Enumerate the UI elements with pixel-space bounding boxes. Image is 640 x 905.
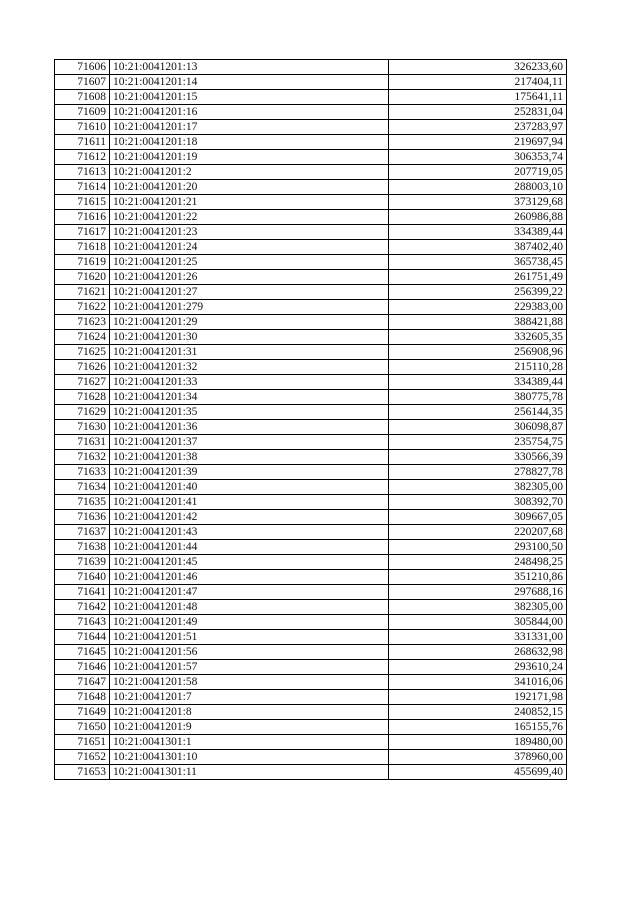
table-row [55, 765, 567, 780]
cadastral-number-cell: 10:21:0041201:20 [110, 180, 389, 195]
row-number-cell: 71643 [55, 615, 110, 630]
value-cell: 455699,40 [389, 765, 567, 780]
row-number-cell: 71632 [55, 450, 110, 465]
cadastral-number-cell: 10:21:0041201:47 [110, 585, 389, 600]
table-row [55, 315, 567, 330]
value-cell: 229383,00 [389, 300, 567, 315]
table-row [55, 555, 567, 570]
cadastral-number-cell: 10:21:0041201:7 [110, 690, 389, 705]
table-row [55, 195, 567, 210]
cadastral-number-cell: 10:21:0041201:37 [110, 435, 389, 450]
table-row [55, 675, 567, 690]
table-row [55, 90, 567, 105]
value-cell: 268632,98 [389, 645, 567, 660]
cadastral-number-cell: 10:21:0041201:17 [110, 120, 389, 135]
table-row [55, 690, 567, 705]
row-number-cell: 71610 [55, 120, 110, 135]
row-number-cell: 71617 [55, 225, 110, 240]
row-number-cell: 71645 [55, 645, 110, 660]
value-cell: 175641,11 [389, 90, 567, 105]
table-row [55, 420, 567, 435]
table-row [55, 105, 567, 120]
row-number-cell: 71612 [55, 150, 110, 165]
table-row [55, 165, 567, 180]
cadastral-number-cell: 10:21:0041301:11 [110, 765, 389, 780]
cadastral-number-cell: 10:21:0041301:10 [110, 750, 389, 765]
cadastral-number-cell: 10:21:0041201:35 [110, 405, 389, 420]
cadastral-number-cell: 10:21:0041201:39 [110, 465, 389, 480]
row-number-cell: 71647 [55, 675, 110, 690]
row-number-cell: 71619 [55, 255, 110, 270]
table-row [55, 750, 567, 765]
cadastral-number-cell: 10:21:0041201:26 [110, 270, 389, 285]
value-cell: 306098,87 [389, 420, 567, 435]
table-row [55, 150, 567, 165]
row-number-cell: 71634 [55, 480, 110, 495]
cadastral-number-cell: 10:21:0041201:14 [110, 75, 389, 90]
value-cell: 165155,76 [389, 720, 567, 735]
cadastral-number-cell: 10:21:0041201:24 [110, 240, 389, 255]
cadastral-number-cell: 10:21:0041201:51 [110, 630, 389, 645]
row-number-cell: 71639 [55, 555, 110, 570]
value-cell: 297688,16 [389, 585, 567, 600]
value-cell: 256144,35 [389, 405, 567, 420]
cadastral-number-cell: 10:21:0041201:25 [110, 255, 389, 270]
row-number-cell: 71620 [55, 270, 110, 285]
table-row [55, 255, 567, 270]
table-row [55, 510, 567, 525]
row-number-cell: 71640 [55, 570, 110, 585]
cadastral-number-cell: 10:21:0041301:1 [110, 735, 389, 750]
value-cell: 220207,68 [389, 525, 567, 540]
value-cell: 341016,06 [389, 675, 567, 690]
row-number-cell: 71606 [55, 60, 110, 75]
cadastral-number-cell: 10:21:0041201:32 [110, 360, 389, 375]
row-number-cell: 71622 [55, 300, 110, 315]
row-number-cell: 71633 [55, 465, 110, 480]
value-cell: 219697,94 [389, 135, 567, 150]
value-cell: 256908,96 [389, 345, 567, 360]
cadastral-number-cell: 10:21:0041201:8 [110, 705, 389, 720]
table-row [55, 615, 567, 630]
row-number-cell: 71641 [55, 585, 110, 600]
value-cell: 334389,44 [389, 375, 567, 390]
cadastral-number-cell: 10:21:0041201:2 [110, 165, 389, 180]
cadastral-number-cell: 10:21:0041201:27 [110, 285, 389, 300]
value-cell: 306353,74 [389, 150, 567, 165]
table-row [55, 435, 567, 450]
row-number-cell: 71638 [55, 540, 110, 555]
table-row [55, 585, 567, 600]
table-row [55, 180, 567, 195]
table-row [55, 75, 567, 90]
row-number-cell: 71653 [55, 765, 110, 780]
row-number-cell: 71648 [55, 690, 110, 705]
cadastral-value-table [54, 59, 567, 780]
table-row [55, 465, 567, 480]
table-row [55, 450, 567, 465]
row-number-cell: 71644 [55, 630, 110, 645]
value-cell: 330566,39 [389, 450, 567, 465]
row-number-cell: 71616 [55, 210, 110, 225]
row-number-cell: 71624 [55, 330, 110, 345]
table-row [55, 285, 567, 300]
value-cell: 382305,00 [389, 480, 567, 495]
row-number-cell: 71613 [55, 165, 110, 180]
row-number-cell: 71636 [55, 510, 110, 525]
cadastral-number-cell: 10:21:0041201:16 [110, 105, 389, 120]
value-cell: 248498,25 [389, 555, 567, 570]
value-cell: 332605,35 [389, 330, 567, 345]
value-cell: 252831,04 [389, 105, 567, 120]
row-number-cell: 71627 [55, 375, 110, 390]
table-row [55, 630, 567, 645]
table-row [55, 570, 567, 585]
table-row [55, 495, 567, 510]
value-cell: 305844,00 [389, 615, 567, 630]
cadastral-number-cell: 10:21:0041201:49 [110, 615, 389, 630]
row-number-cell: 71649 [55, 705, 110, 720]
value-cell: 351210,86 [389, 570, 567, 585]
cadastral-number-cell: 10:21:0041201:15 [110, 90, 389, 105]
row-number-cell: 71623 [55, 315, 110, 330]
table-row [55, 270, 567, 285]
row-number-cell: 71621 [55, 285, 110, 300]
row-number-cell: 71630 [55, 420, 110, 435]
cadastral-number-cell: 10:21:0041201:33 [110, 375, 389, 390]
cadastral-number-cell: 10:21:0041201:56 [110, 645, 389, 660]
cadastral-number-cell: 10:21:0041201:21 [110, 195, 389, 210]
cadastral-number-cell: 10:21:0041201:57 [110, 660, 389, 675]
value-cell: 331331,00 [389, 630, 567, 645]
row-number-cell: 71642 [55, 600, 110, 615]
cadastral-number-cell: 10:21:0041201:23 [110, 225, 389, 240]
table-row [55, 405, 567, 420]
row-number-cell: 71609 [55, 105, 110, 120]
table-row [55, 240, 567, 255]
table-row [55, 540, 567, 555]
row-number-cell: 71635 [55, 495, 110, 510]
value-cell: 215110,28 [389, 360, 567, 375]
cadastral-number-cell: 10:21:0041201:46 [110, 570, 389, 585]
row-number-cell: 71607 [55, 75, 110, 90]
table-row [55, 600, 567, 615]
table-row [55, 735, 567, 750]
value-cell: 235754,75 [389, 435, 567, 450]
value-cell: 373129,68 [389, 195, 567, 210]
cadastral-number-cell: 10:21:0041201:58 [110, 675, 389, 690]
table-row [55, 360, 567, 375]
value-cell: 192171,98 [389, 690, 567, 705]
cadastral-number-cell: 10:21:0041201:43 [110, 525, 389, 540]
value-cell: 308392,70 [389, 495, 567, 510]
row-number-cell: 71637 [55, 525, 110, 540]
table-row [55, 720, 567, 735]
cadastral-number-cell: 10:21:0041201:45 [110, 555, 389, 570]
row-number-cell: 71628 [55, 390, 110, 405]
value-cell: 288003,10 [389, 180, 567, 195]
cadastral-number-cell: 10:21:0041201:9 [110, 720, 389, 735]
row-number-cell: 71652 [55, 750, 110, 765]
value-cell: 240852,15 [389, 705, 567, 720]
row-number-cell: 71608 [55, 90, 110, 105]
value-cell: 237283,97 [389, 120, 567, 135]
cadastral-number-cell: 10:21:0041201:38 [110, 450, 389, 465]
table-row [55, 225, 567, 240]
table-row [55, 525, 567, 540]
row-number-cell: 71614 [55, 180, 110, 195]
value-cell: 217404,11 [389, 75, 567, 90]
value-cell: 378960,00 [389, 750, 567, 765]
table-row [55, 300, 567, 315]
row-number-cell: 71629 [55, 405, 110, 420]
value-cell: 293610,24 [389, 660, 567, 675]
table-row [55, 705, 567, 720]
cadastral-number-cell: 10:21:0041201:42 [110, 510, 389, 525]
row-number-cell: 71618 [55, 240, 110, 255]
row-number-cell: 71611 [55, 135, 110, 150]
cadastral-number-cell: 10:21:0041201:279 [110, 300, 389, 315]
value-cell: 334389,44 [389, 225, 567, 240]
cadastral-number-cell: 10:21:0041201:13 [110, 60, 389, 75]
table-row [55, 345, 567, 360]
cadastral-number-cell: 10:21:0041201:48 [110, 600, 389, 615]
value-cell: 260986,88 [389, 210, 567, 225]
value-cell: 293100,50 [389, 540, 567, 555]
table-row [55, 210, 567, 225]
table-row [55, 120, 567, 135]
cadastral-number-cell: 10:21:0041201:18 [110, 135, 389, 150]
table-row [55, 480, 567, 495]
cadastral-number-cell: 10:21:0041201:44 [110, 540, 389, 555]
cadastral-number-cell: 10:21:0041201:41 [110, 495, 389, 510]
value-cell: 387402,40 [389, 240, 567, 255]
row-number-cell: 71625 [55, 345, 110, 360]
value-cell: 365738,45 [389, 255, 567, 270]
value-cell: 207719,05 [389, 165, 567, 180]
table-row [55, 660, 567, 675]
table-row [55, 330, 567, 345]
value-cell: 256399,22 [389, 285, 567, 300]
value-cell: 278827,78 [389, 465, 567, 480]
cadastral-number-cell: 10:21:0041201:31 [110, 345, 389, 360]
value-cell: 326233,60 [389, 60, 567, 75]
value-cell: 189480,00 [389, 735, 567, 750]
cadastral-number-cell: 10:21:0041201:34 [110, 390, 389, 405]
cadastral-number-cell: 10:21:0041201:22 [110, 210, 389, 225]
value-cell: 388421,88 [389, 315, 567, 330]
cadastral-number-cell: 10:21:0041201:19 [110, 150, 389, 165]
value-cell: 382305,00 [389, 600, 567, 615]
cadastral-number-cell: 10:21:0041201:36 [110, 420, 389, 435]
row-number-cell: 71615 [55, 195, 110, 210]
value-cell: 380775,78 [389, 390, 567, 405]
cadastral-number-cell: 10:21:0041201:30 [110, 330, 389, 345]
row-number-cell: 71631 [55, 435, 110, 450]
value-cell: 261751,49 [389, 270, 567, 285]
value-cell: 309667,05 [389, 510, 567, 525]
table-row [55, 135, 567, 150]
cadastral-number-cell: 10:21:0041201:40 [110, 480, 389, 495]
table-row [55, 390, 567, 405]
row-number-cell: 71651 [55, 735, 110, 750]
row-number-cell: 71626 [55, 360, 110, 375]
table-body [55, 60, 567, 780]
row-number-cell: 71650 [55, 720, 110, 735]
row-number-cell: 71646 [55, 660, 110, 675]
table-row [55, 375, 567, 390]
table-row [55, 60, 567, 75]
table-row [55, 645, 567, 660]
cadastral-number-cell: 10:21:0041201:29 [110, 315, 389, 330]
